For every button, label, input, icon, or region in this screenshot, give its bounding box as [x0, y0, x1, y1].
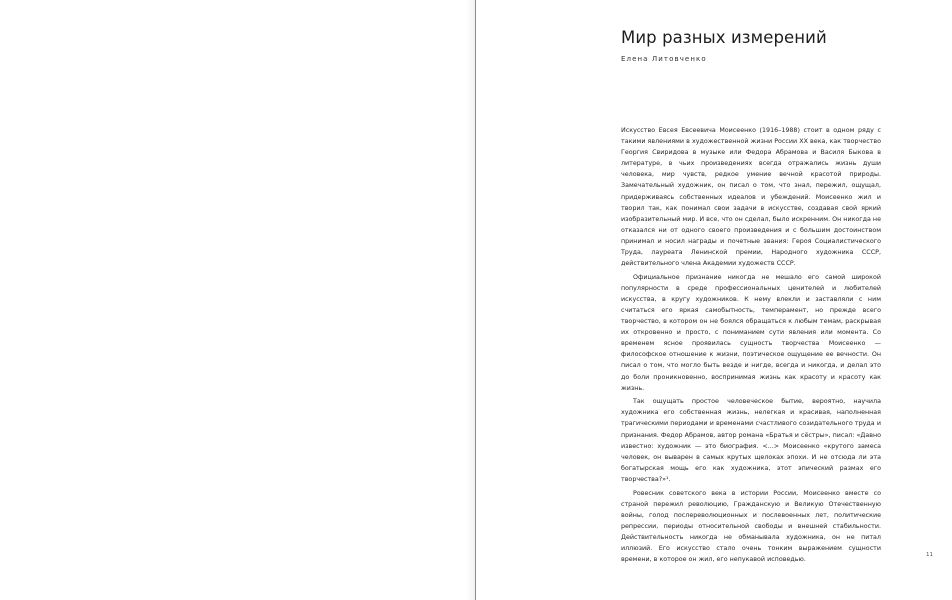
gutter-shadow-left [466, 0, 475, 600]
paragraph-4: Ровесник советского века в истории России, Моисеенко вместе со страной пережил революцию, Гражданскую и Великую Отечественную войны, голод послереволюционных и послевоенных лет, политические репрессии, периоды относительной свободы и внешней стабильности. Действительность никогда не обманывала художника, он не питал иллюзий. Его искусство стало очень тонким выражением сущности времени, в которое он жил, его непукавой исповедью. [621, 489, 881, 564]
paragraph-2: Официальное признание никогда не мешало его самой широкой популярности в среде профессиональных ценителей и любителей искусства, в кругу художников. К нему влекли и заставляли с ним считаться его яркая самобытность, темперамент, но прежде всего творчество, в котором он не боялся обращаться к любым темам, раскрывая их откровенно и просто, с пониманием сути явления или момента. Со временем ясное проявилась сущность творчества Моисеенко — философское отношение к жизни, поэтическое ощущение ее вечности. Он писал о том, что могло быть везде и нигде, всегда и никогда, и делал это до боли проникновенно, воспринимая жизнь как красоту и красоту как жизнь. [621, 273, 881, 392]
paragraph-1: Искусство Евсея Евсеевича Моисеенко (1916–1988) стоит в одном ряду с такими явлениями в художественной жизни России XX века, как творчество Георгия Свиридова в музыке или Федора Абрамова и Василя Быкова в литературе, в чьих произведениях всегда отражались жизнь души человека, мир чувств, редкое умение вечной красотой природы. Замечательный художник, он писал о том, что знал, пережил, ощущал, придерживаясь собственных идеалов и убеждений. Моисеенко жил и творил так, как понимал свои задачи в искусстве, создавая свой яркий изобразительный мир. И все, что он сделал, было искренним. Он никогда не отказался ни от одного своего произведения и с большим достоинством принимал и носил награды и почетные звания: Героя Социалистического Труда, лауреата Ленинской премии, Народного художника СССР, действительного члена Академии художеств СССР. [621, 127, 881, 268]
paragraph-3: Так ощущать простое человеческое бытие, вероятно, научила художника его собственная жизнь, нелегкая и красивая, наполненная трагическими периодами и временами счастливого созидательного труда и признания. Федор Абрамов, автор романа «Братья и сёстры», писал: «Давно известно: художник — это биография. <...> Моисеенко «крутого замеса человек, он выварен в самых крутых щелоках эпохи. И не отсюда ли эта богатырская мощь его как художника, этот эпический размах его творчества?»¹. [621, 398, 881, 483]
author-name: Елена Литовченко [621, 55, 707, 63]
body-text [621, 125, 881, 565]
page-number: 11 [926, 552, 933, 558]
right-page [476, 0, 952, 600]
chapter-title: Мир разных измерений [621, 28, 827, 47]
